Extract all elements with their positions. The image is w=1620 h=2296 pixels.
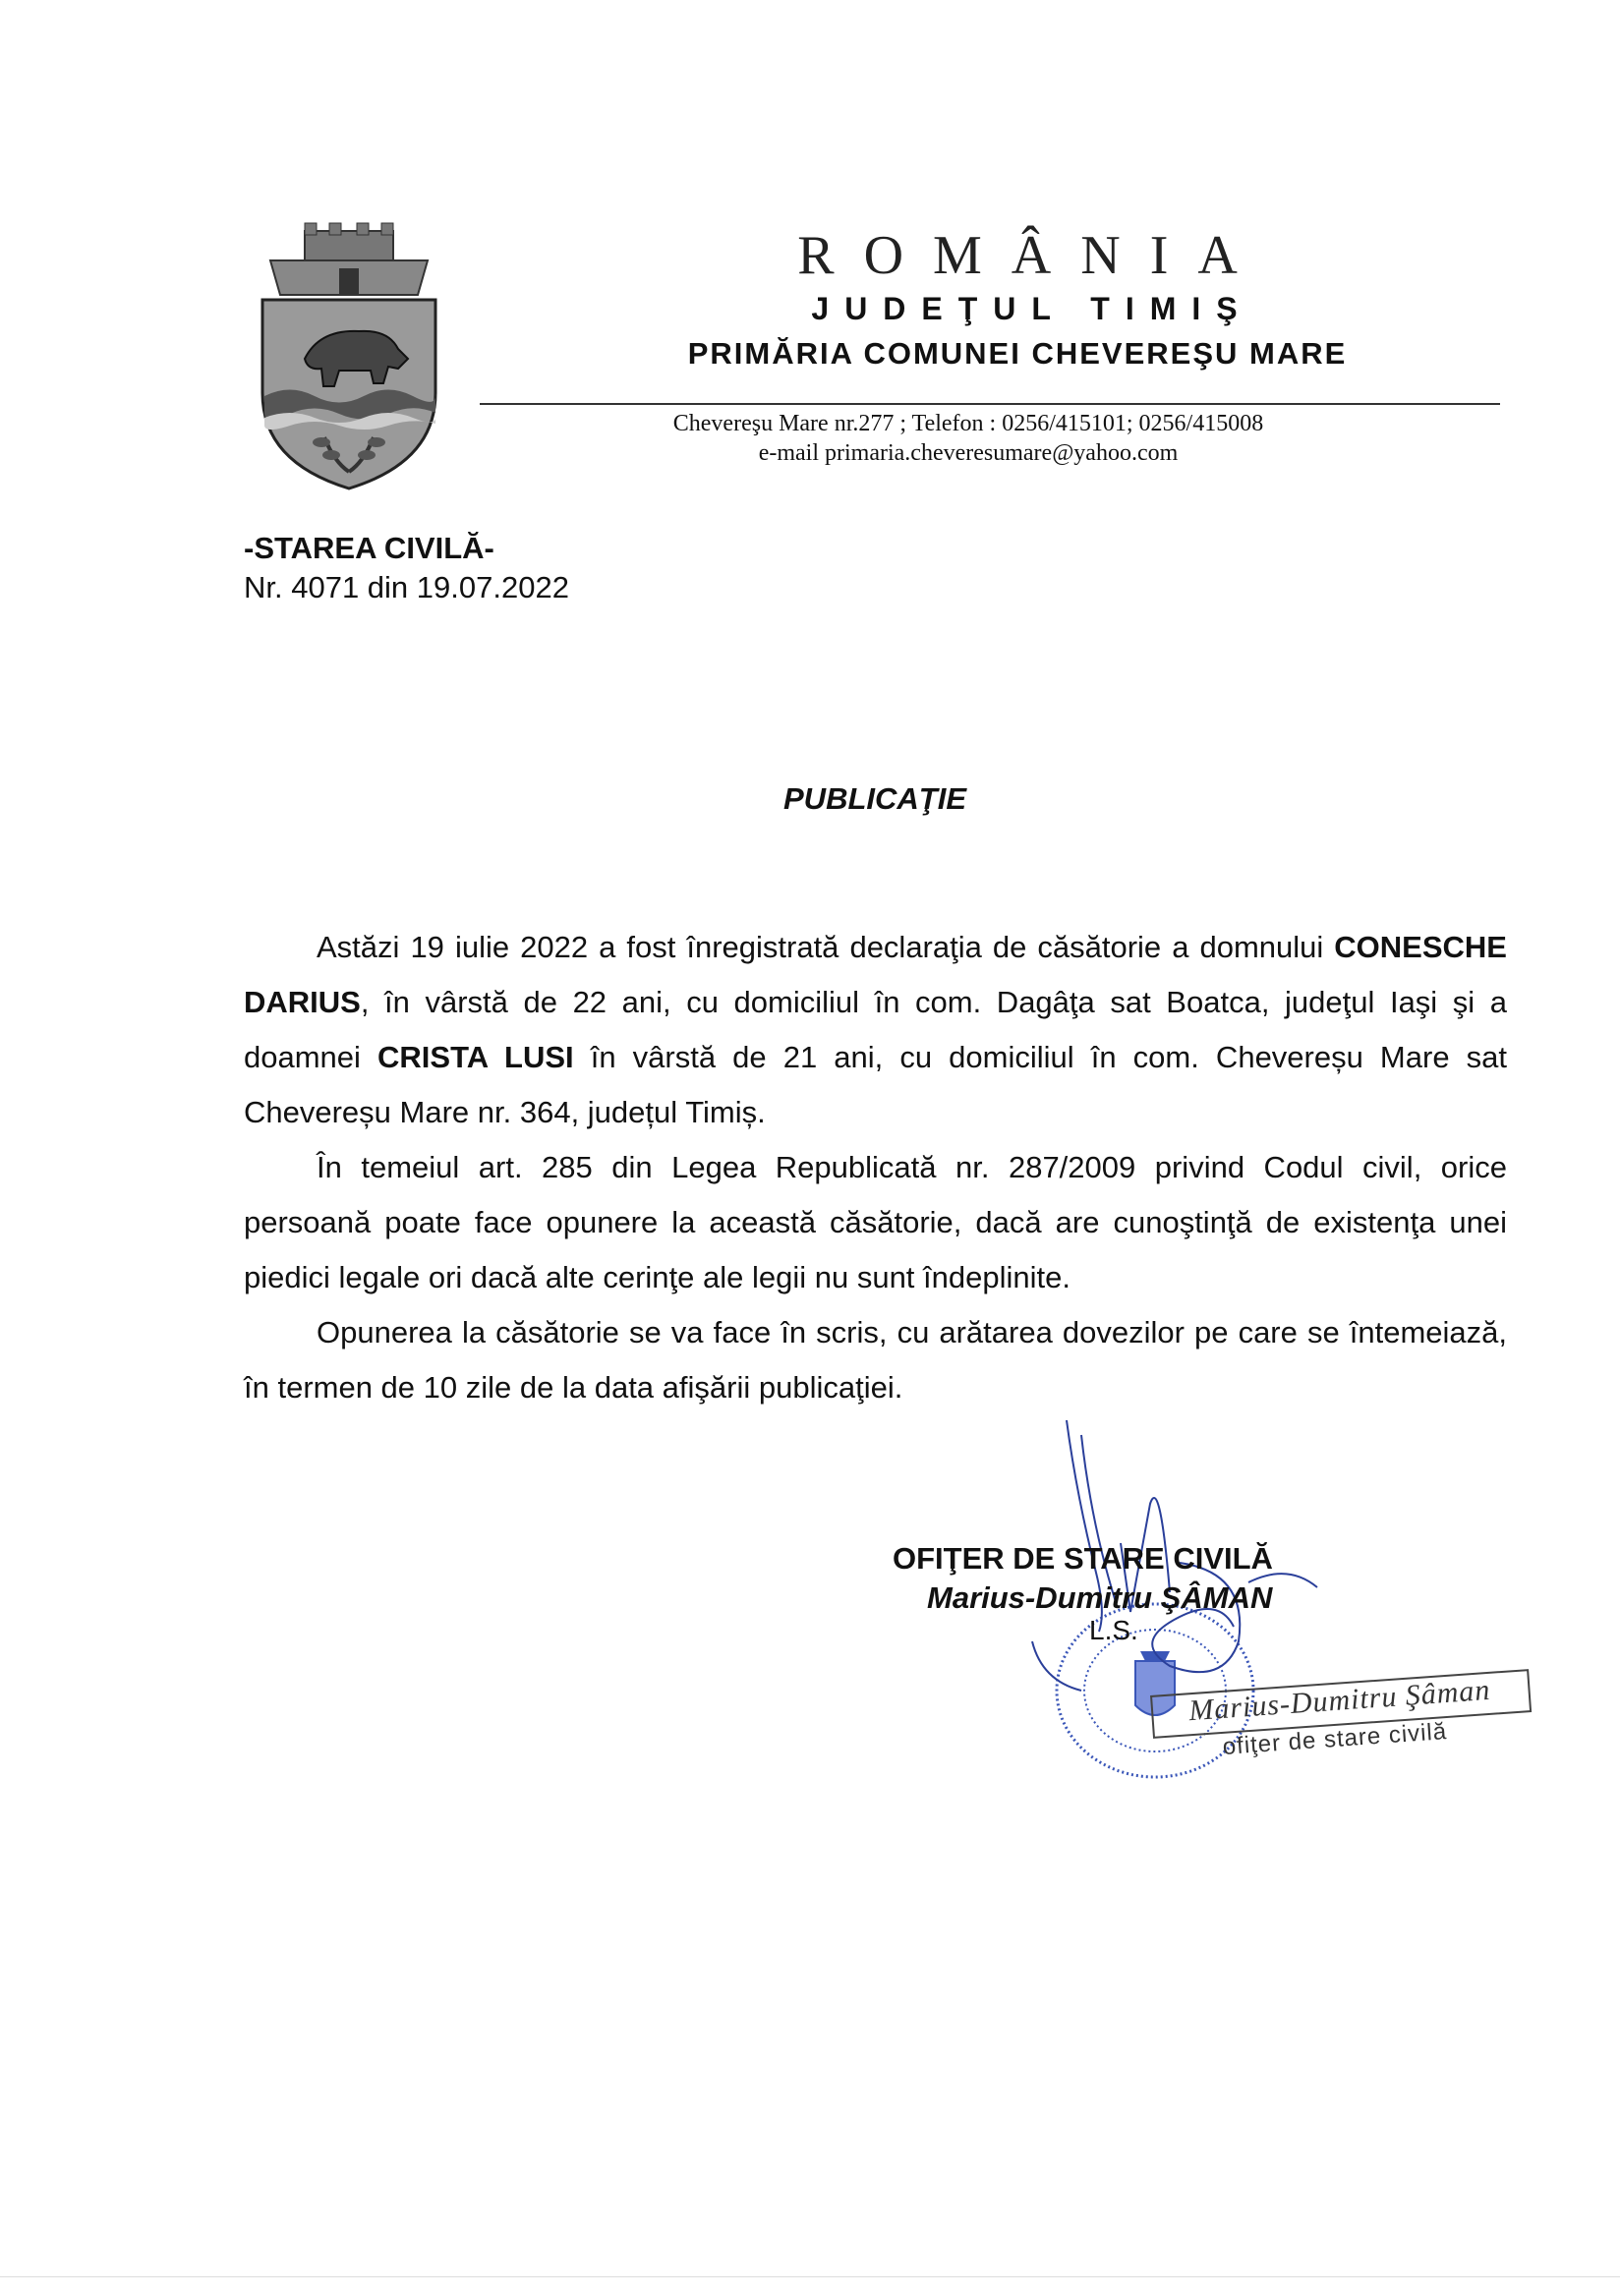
paragraph-legal-basis: În temeiul art. 285 din Legea Republicată nr. 287/2009 privind Codul civil, orice persoană poate face opunere la această căsătorie, dacă are cunoştinţă de existenţa unei piedici legale ori dacă alte cerinţe ale legii nu sunt îndeplinite.	[244, 1150, 1507, 1294]
header-country: ROMÂNIA	[797, 225, 1267, 286]
bride-name: CRISTA LUSI	[377, 1040, 574, 1074]
header-contact-email: e-mail primaria.cheveresumare@yahoo.com	[758, 440, 1179, 466]
signature-ls-mark: L.S.	[1089, 1615, 1138, 1645]
name-stamp-name: Marius-Dumitru Şâman	[1187, 1673, 1492, 1728]
groom-name: CONESCHE DARIUS	[244, 930, 1507, 1019]
header-city-hall: PRIMĂRIA COMUNEI CHEVEREŞU MARE	[687, 336, 1348, 371]
name-stamp-role: ofiţer de stare civilă	[1221, 1718, 1448, 1760]
paragraph-opposition: Opunerea la căsătorie se va face în scris, cu arătarea dovezilor pe care se întemeiază, în termen de 10 zile de la data afişării publicaţiei.	[244, 1315, 1507, 1405]
signature-officer-title: OFIŢER DE STARE CIVILĂ	[893, 1541, 1273, 1576]
paragraph-declaration-text-b: , în vârstă de 22 ani, cu domiciliul în com. Dagâţa sat Boatca, judeţul Iaşi şi a doamnei	[244, 985, 1507, 1074]
document-title: PUBLICAŢIE	[783, 781, 966, 816]
signature-officer-name: Marius-Dumitru ŞÂMAN	[927, 1580, 1273, 1615]
page-bottom-edge	[0, 2276, 1620, 2277]
registry-department: -STAREA CIVILĂ-	[244, 531, 494, 565]
paragraph-declaration	[244, 920, 1507, 1140]
header-divider	[480, 403, 1500, 405]
paragraph-declaration-text-a: Astăzi 19 iulie 2022 a fost înregistrată declaraţia de căsătorie a domnului	[317, 930, 1335, 964]
paragraph-declaration-text-c: în vârstă de 21 ani, cu domiciliul în com. Chevereșu Mare sat Chevereșu Mare nr. 364, județul Timiș.	[244, 1040, 1507, 1129]
header-contact-address-phone: Chevereşu Mare nr.277 ; Telefon : 0256/415101; 0256/415008	[672, 411, 1264, 436]
header-county: JUDEŢUL TIMIŞ	[811, 291, 1253, 326]
coat-of-arms-emblem	[251, 221, 447, 491]
registry-number: Nr. 4071 din 19.07.2022	[244, 570, 569, 604]
document-body	[244, 920, 1507, 1415]
